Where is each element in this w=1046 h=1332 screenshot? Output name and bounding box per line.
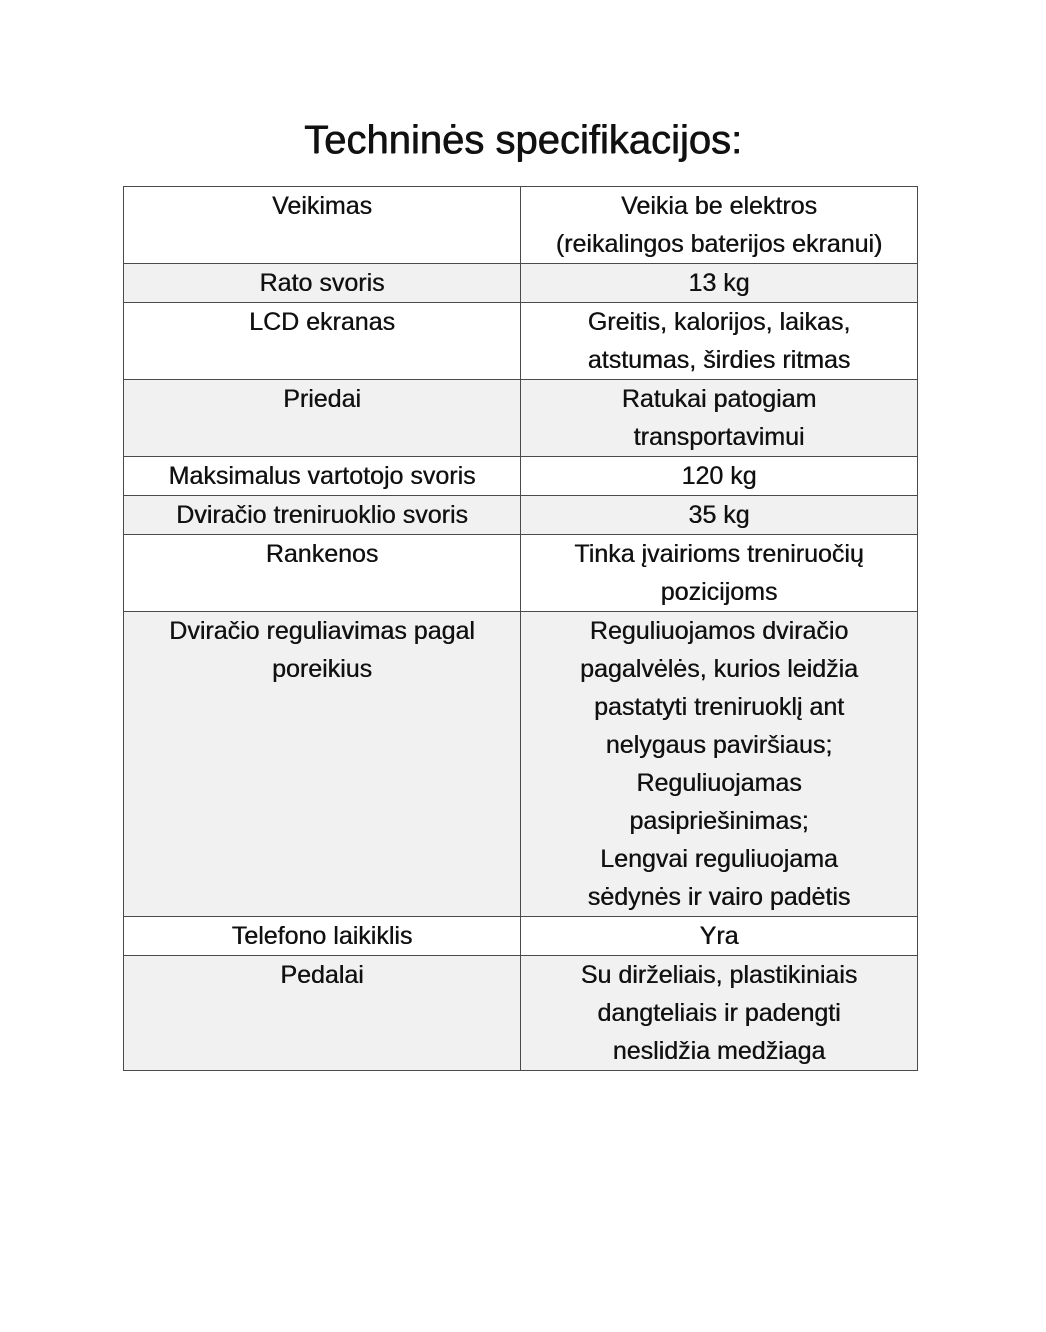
spec-value: Greitis, kalorijos, laikas, bbox=[587, 308, 851, 336]
spec-label-cell bbox=[124, 917, 521, 956]
spec-label: Pedalai bbox=[280, 961, 364, 989]
spec-value: Lengvai reguliuojama bbox=[600, 845, 838, 873]
spec-label: Maksimalus vartotojo svoris bbox=[168, 462, 476, 490]
spec-label-cell bbox=[124, 496, 521, 535]
spec-label: Telefono laikiklis bbox=[231, 922, 413, 950]
spec-value-cell bbox=[521, 264, 918, 303]
table-row bbox=[124, 187, 918, 264]
spec-label: Dviračio reguliavimas pagal bbox=[169, 617, 475, 645]
spec-value-cell bbox=[521, 457, 918, 496]
spec-value: dangteliais ir padengti bbox=[597, 999, 841, 1027]
spec-value-cell bbox=[521, 303, 918, 380]
spec-label-cell bbox=[124, 612, 521, 917]
spec-label: Priedai bbox=[283, 385, 361, 413]
spec-value: 13 kg bbox=[688, 269, 750, 297]
spec-value: Reguliuojamos dviračio bbox=[589, 617, 849, 645]
table-row bbox=[124, 612, 918, 917]
spec-label: LCD ekranas bbox=[249, 308, 395, 336]
spec-label-cell bbox=[124, 187, 521, 264]
spec-value: pasipriešinimas; bbox=[629, 807, 809, 835]
spec-value-cell bbox=[521, 380, 918, 457]
spec-label-cell bbox=[124, 457, 521, 496]
spec-label-cell bbox=[124, 380, 521, 457]
spec-value: Veikia be elektros bbox=[621, 192, 817, 220]
spec-value: pozicijoms bbox=[660, 578, 778, 606]
spec-label-cell bbox=[124, 303, 521, 380]
spec-value: Su dirželiais, plastikiniais bbox=[580, 961, 858, 989]
spec-value: atstumas, širdies ritmas bbox=[587, 346, 851, 374]
spec-label: Rato svoris bbox=[259, 269, 385, 297]
spec-value: 120 kg bbox=[681, 462, 757, 490]
spec-value: Tinka įvairioms treniruočių bbox=[574, 540, 864, 568]
spec-label: Rankenos bbox=[265, 540, 379, 568]
spec-value-cell bbox=[521, 535, 918, 612]
table-row bbox=[124, 535, 918, 612]
spec-value-cell bbox=[521, 956, 918, 1071]
spec-label-cell bbox=[124, 264, 521, 303]
spec-value-cell bbox=[521, 612, 918, 917]
spec-value: pagalvėlės, kurios leidžia bbox=[580, 655, 858, 683]
spec-value-cell bbox=[521, 187, 918, 264]
spec-label: Veikimas bbox=[271, 192, 373, 220]
spec-value: nelygaus paviršiaus; bbox=[605, 731, 833, 759]
table-row bbox=[124, 956, 918, 1071]
table-row bbox=[124, 264, 918, 303]
spec-value: Reguliuojamas bbox=[636, 769, 802, 797]
specifications-table bbox=[123, 186, 918, 1071]
spec-value: transportavimui bbox=[633, 423, 805, 451]
spec-value: Ratukai patogiam bbox=[621, 385, 817, 413]
spec-value: sėdynės ir vairo padėtis bbox=[587, 883, 851, 911]
spec-value: 35 kg bbox=[688, 501, 750, 529]
spec-label: Dviračio treniruoklio svoris bbox=[176, 501, 468, 529]
spec-value-cell bbox=[521, 917, 918, 956]
spec-label: poreikius bbox=[271, 655, 373, 683]
spec-value: pastatyti treniruoklį ant bbox=[593, 693, 845, 721]
spec-value-cell bbox=[521, 496, 918, 535]
spec-label-cell bbox=[124, 535, 521, 612]
table-row bbox=[124, 496, 918, 535]
spec-value: Yra bbox=[699, 922, 739, 950]
spec-label-cell bbox=[124, 956, 521, 1071]
page-title: Techninės specifikacijos: bbox=[304, 118, 742, 162]
table-row bbox=[124, 303, 918, 380]
table-row bbox=[124, 380, 918, 457]
table-row bbox=[124, 457, 918, 496]
table-row bbox=[124, 917, 918, 956]
spec-value: neslidžia medžiaga bbox=[612, 1037, 826, 1065]
spec-value: (reikalingos baterijos ekranui) bbox=[555, 230, 883, 258]
